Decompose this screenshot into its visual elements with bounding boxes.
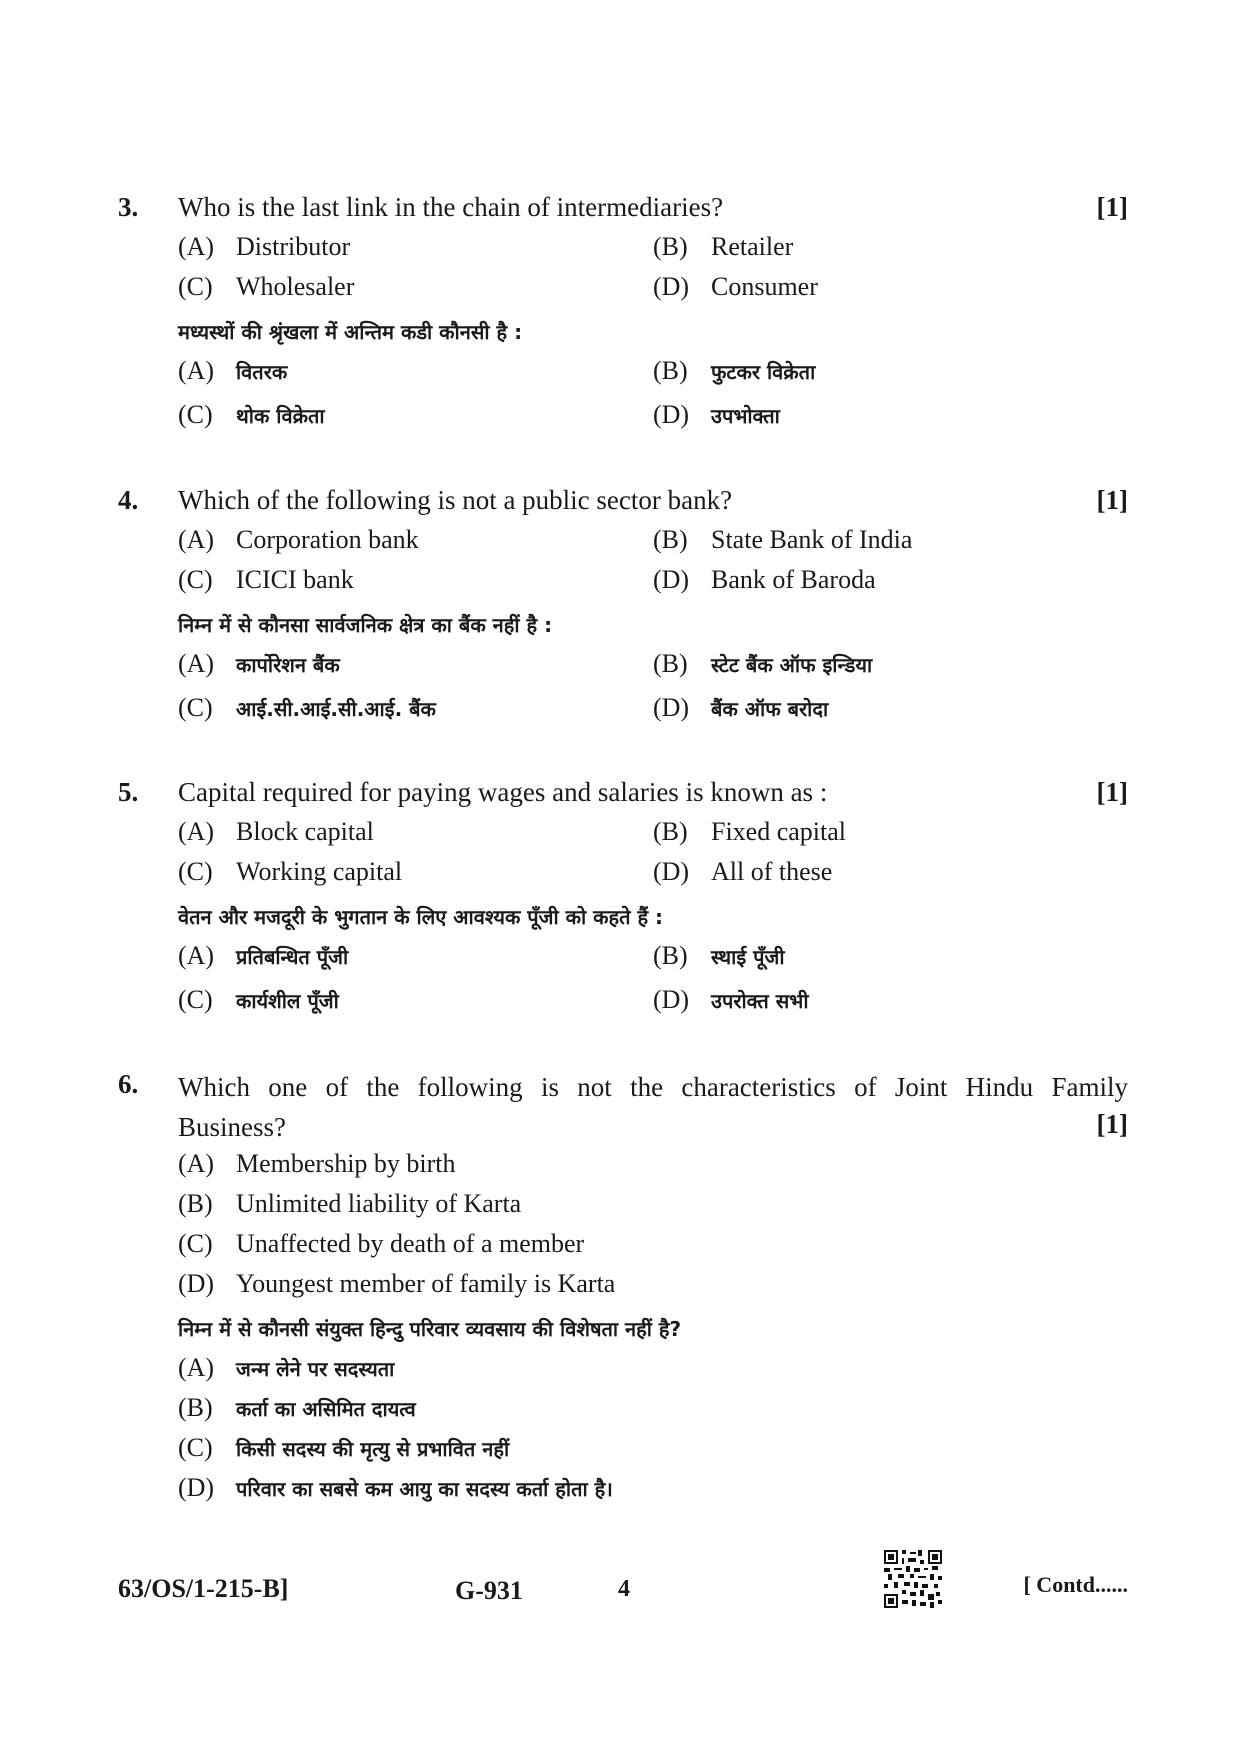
continued-label: [ Contd...... <box>1023 1572 1128 1597</box>
question-number: 5. <box>118 777 139 807</box>
option-b: (B) Unlimited liability of Karta <box>178 1189 522 1218</box>
hindi-question-text: निम्न में से कौनसा सार्वजनिक क्षेत्र का बैंक नहीं है : <box>178 613 553 637</box>
hindi-option-a: (A) कार्पोरेशन बैंक <box>178 649 340 678</box>
english-options <box>178 232 1128 312</box>
question-number: 4. <box>118 485 139 515</box>
option-d: (D) All of these <box>653 857 833 886</box>
question-4 <box>118 485 1128 737</box>
hindi-question-text: मध्यस्थों की श्रृंखला में अन्तिम कडी कौनसी है : <box>178 320 523 344</box>
question-5 <box>118 777 1128 1029</box>
hindi-option-b: (B) कर्ता का असिमित दायत्व <box>178 1393 416 1422</box>
option-d: (D) Bank of Baroda <box>653 565 876 594</box>
marks: [1] <box>1096 485 1128 515</box>
hindi-option-c: (C) थोक विक्रेता <box>178 400 325 429</box>
hindi-option-c: (C) आई.सी.आई.सी.आई. बैंक <box>178 693 436 722</box>
hindi-option-c: (C) किसी सदस्य की मृत्यु से प्रभावित नहीं <box>178 1433 510 1462</box>
hindi-options <box>178 1353 1128 1513</box>
hindi-options <box>178 649 1128 737</box>
hindi-options <box>178 356 1128 444</box>
hindi-option-d: (D) बैंक ऑफ बरोदा <box>653 693 829 722</box>
english-options <box>178 817 1128 897</box>
option-d: (D) Youngest member of family is Karta <box>178 1269 616 1298</box>
question-number: 3. <box>118 192 139 222</box>
option-c: (C) Wholesaler <box>178 272 355 301</box>
page-number: 4 <box>618 1576 630 1602</box>
english-options <box>178 525 1128 605</box>
option-a: (A) Membership by birth <box>178 1149 456 1178</box>
hindi-question-text: निम्न में से कौनसी संयुक्त हिन्दु परिवार व्यवसाय की विशेषता नहीं है? <box>178 1317 682 1341</box>
marks: [1] <box>1096 192 1128 222</box>
page-footer <box>118 1568 1128 1618</box>
hindi-option-c: (C) कार्यशील पूँजी <box>178 985 339 1014</box>
option-a: (A) Corporation bank <box>178 525 419 554</box>
question-text-line-1: Which one of the following is not the characteristics of Joint Hindu Family <box>178 1072 1128 1102</box>
question-text-line-2: Business? <box>178 1112 286 1142</box>
option-d: (D) Consumer <box>653 272 818 301</box>
question-text: Capital required for paying wages and salaries is known as : <box>178 777 828 807</box>
option-a: (A) Distributor <box>178 232 351 261</box>
question-text: Which of the following is not a public sector bank? <box>178 485 733 515</box>
hindi-options <box>178 941 1128 1029</box>
question-text: Who is the last link in the chain of intermediaries? <box>178 192 724 222</box>
hindi-option-b: (B) फुटकर विक्रेता <box>653 356 816 385</box>
question-3 <box>118 192 1128 444</box>
hindi-option-d: (D) परिवार का सबसे कम आयु का सदस्य कर्ता होता है। <box>178 1473 613 1502</box>
option-b: (B) Retailer <box>653 232 794 261</box>
option-b: (B) State Bank of India <box>653 525 913 554</box>
series-code: G-931 <box>455 1576 523 1605</box>
paper-code: 63/OS/1-215-B] <box>118 1574 289 1603</box>
hindi-option-a: (A) प्रतिबन्धित पूँजी <box>178 941 349 970</box>
marks: [1] <box>1096 777 1128 807</box>
qr-code-icon <box>884 1550 942 1608</box>
hindi-option-b: (B) स्टेट बैंक ऑफ इन्डिया <box>653 649 873 678</box>
hindi-option-b: (B) स्थाई पूँजी <box>653 941 785 970</box>
hindi-option-a: (A) वितरक <box>178 356 288 385</box>
hindi-option-a: (A) जन्म लेने पर सदस्यता <box>178 1353 395 1382</box>
hindi-question-text: वेतन और मजदूरी के भुगतान के लिए आवश्यक पूँजी को कहते हैं : <box>178 905 664 929</box>
option-b: (B) Fixed capital <box>653 817 847 846</box>
question-6 <box>118 1069 1128 1513</box>
hindi-option-d: (D) उपभोक्ता <box>653 400 780 429</box>
option-a: (A) Block capital <box>178 817 374 846</box>
english-options <box>178 1149 1128 1309</box>
option-c: (C) Working capital <box>178 857 403 886</box>
option-c: (C) ICICI bank <box>178 565 354 594</box>
hindi-option-d: (D) उपरोक्त सभी <box>653 985 809 1014</box>
option-c: (C) Unaffected by death of a member <box>178 1229 585 1258</box>
question-number: 6. <box>118 1069 139 1099</box>
marks: [1] <box>1096 1109 1128 1139</box>
